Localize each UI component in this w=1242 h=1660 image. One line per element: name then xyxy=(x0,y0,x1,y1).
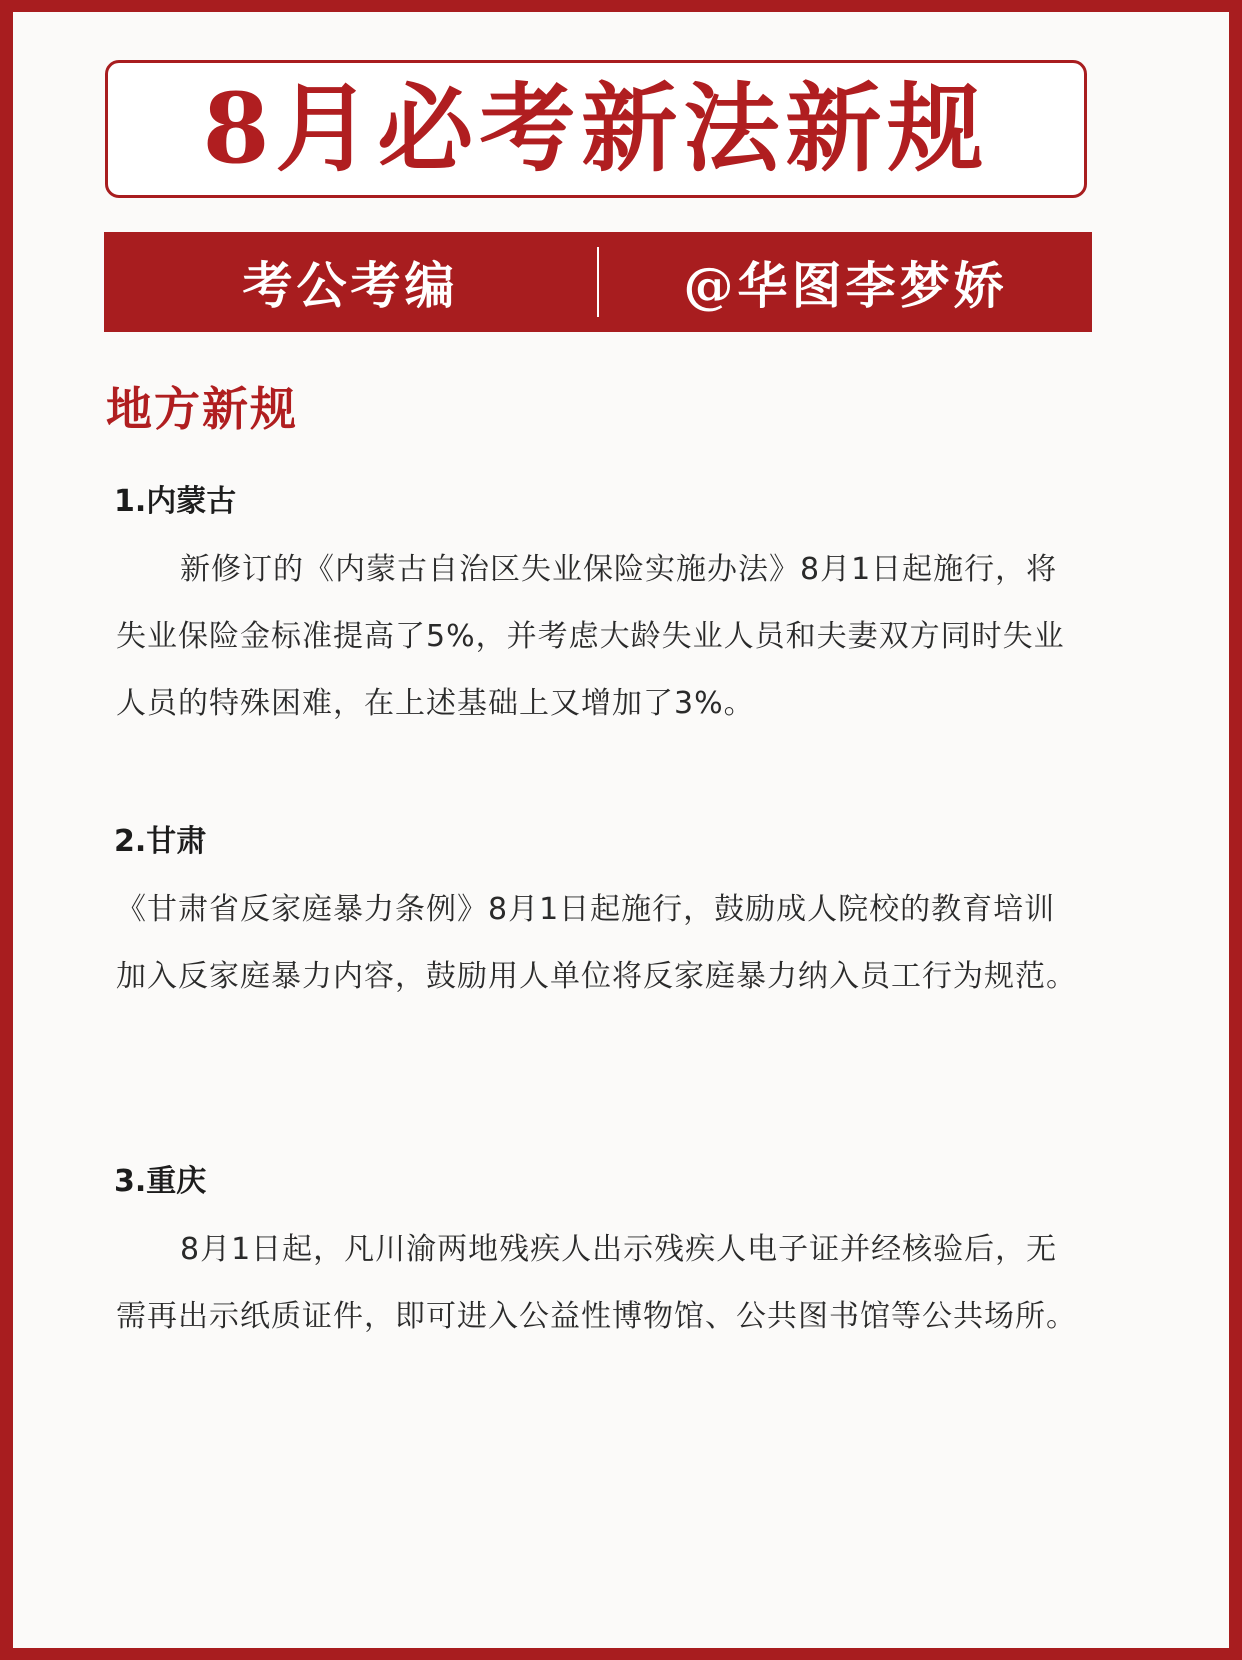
author-banner xyxy=(104,232,1092,332)
title-box xyxy=(105,60,1087,198)
item-body-gansu: 《甘肃省反家庭暴力条例》8月1日起施行，鼓励成人院校的教育培训加入反家庭暴力内容，鼓励用人单位将反家庭暴力纳入员工行为规范。 xyxy=(116,892,1077,994)
banner-author: @华图李梦娇 xyxy=(683,256,1008,315)
item-heading-gansu: 2.甘肃 xyxy=(114,824,207,859)
section-title: 地方新规 xyxy=(106,382,298,436)
item-heading-inner-mongolia: 1.内蒙古 xyxy=(114,484,237,519)
item-body-chongqing: 8月1日起，凡川渝两地残疾人出示残疾人电子证并经核验后，无需再出示纸质证件，即可进入公益性博物馆、公共图书馆等公共场所。 xyxy=(116,1232,1077,1334)
banner-tagline: 考公考编 xyxy=(242,256,459,315)
item-heading-chongqing: 3.重庆 xyxy=(114,1164,207,1199)
item-body-inner-mongolia: 新修订的《内蒙古自治区失业保险实施办法》8月1日起施行，将失业保险金标准提高了5%，并考虑大龄失业人员和夫妻双方同时失业人员的特殊困难，在上述基础上又增加了3%。 xyxy=(116,552,1065,721)
page-title: 8月必考新法新规 xyxy=(202,72,990,185)
